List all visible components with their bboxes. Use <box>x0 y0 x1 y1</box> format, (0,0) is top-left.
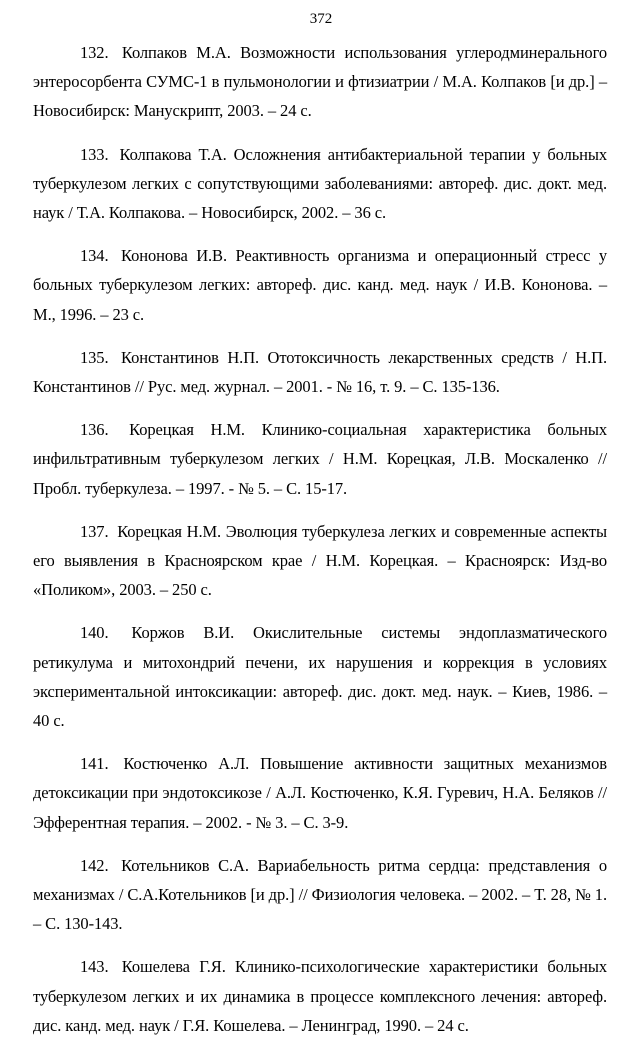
reference-item <box>33 415 607 503</box>
page-number: 372 <box>309 11 333 27</box>
reference-number: 141. <box>80 754 109 774</box>
reference-text: Кононова И.В. Реактивность организма и операционный стресс у больных туберкулезом легких: автореф. дис. канд. мед. наук / И.В. Кононова. – М., 1996. – 23 с. <box>33 246 607 324</box>
reference-item <box>33 343 607 401</box>
reference-item <box>33 749 607 837</box>
reference-text: Котельников С.А. Вариабельность ритма сердца: представления о механизмах / С.А.Котельников [и др.] // Физиология человека. – 2002. – Т. 28, № 1. – С. 130-143. <box>33 855 607 934</box>
reference-list <box>33 38 607 1054</box>
reference-number: 136. <box>80 420 109 440</box>
reference-item <box>33 241 607 329</box>
reference-number: 140. <box>80 623 109 643</box>
reference-text: Корецкая Н.М. Клинико-социальная характеристика больных инфильтративным туберкулезом легких / Н.М. Корецкая, Л.В. Москаленко // Пробл. туберкулеза. – 1997. - № 5. – С. 15-17. <box>33 420 607 498</box>
reference-number: 133. <box>80 144 109 164</box>
reference-item <box>33 140 607 228</box>
reference-text: Колпакова Т.А. Осложнения антибактериальной терапии у больных туберкулезом легких с сопутствующими заболеваниями: автореф. дис. докт. мед. наук / Т.А. Колпакова. – Новосибирск, 2002. – 36 с. <box>33 144 608 223</box>
reference-number: 142. <box>80 855 109 875</box>
reference-number: 134. <box>80 246 109 266</box>
reference-number: 135. <box>80 347 109 367</box>
reference-text: Константинов Н.П. Ототоксичность лекарственных средств / Н.П. Константинов // Рус. мед. журнал. – 2001. - № 16, т. 9. – С. 135-136. <box>33 347 607 397</box>
reference-item <box>33 618 607 735</box>
reference-text: Коржов В.И. Окислительные системы эндоплазматического ретикулума и митохондрий печени, их нарушения и коррекция в условиях экспериментальной интоксикации: автореф. дис. докт. мед. наук. – Киев, 1986. – 40 с. <box>33 623 607 731</box>
reference-text: Кошелева Г.Я. Клинико-психологические характеристики больных туберкулезом легких и их динамика в процессе комплексного лечения: автореф. дис. канд. мед. наук / Г.Я. Кошелева. – Ленинград, 1990. – 24 с. <box>33 957 607 1035</box>
reference-number: 137. <box>80 521 109 541</box>
reference-number: 143. <box>80 957 109 977</box>
reference-item <box>33 952 607 1040</box>
reference-item <box>33 38 607 126</box>
reference-item <box>33 851 607 939</box>
reference-item <box>33 517 607 605</box>
reference-text: Костюченко А.Л. Повышение активности защитных механизмов детоксикации при эндотоксикозе / А.Л. Костюченко, К.Я. Гуревич, Н.А. Беляков // Эфферентная терапия. – 2002. - № 3. – С. 3-9. <box>33 754 607 832</box>
reference-text: Колпаков М.А. Возможности использования углеродминерального энтеросорбента СУМС-1 в пульмонологии и фтизиатрии / М.А. Колпаков [и др.] – Новосибирск: Манускрипт, 2003. – 24 с. <box>33 43 607 121</box>
reference-text: Корецкая Н.М. Эволюция туберкулеза легких и современные аспекты его выявления в Красноярском крае / Н.М. Корецкая. – Красноярск: Изд-во «Поликом», 2003. – 250 с. <box>33 521 607 600</box>
reference-number: 132. <box>80 43 109 62</box>
